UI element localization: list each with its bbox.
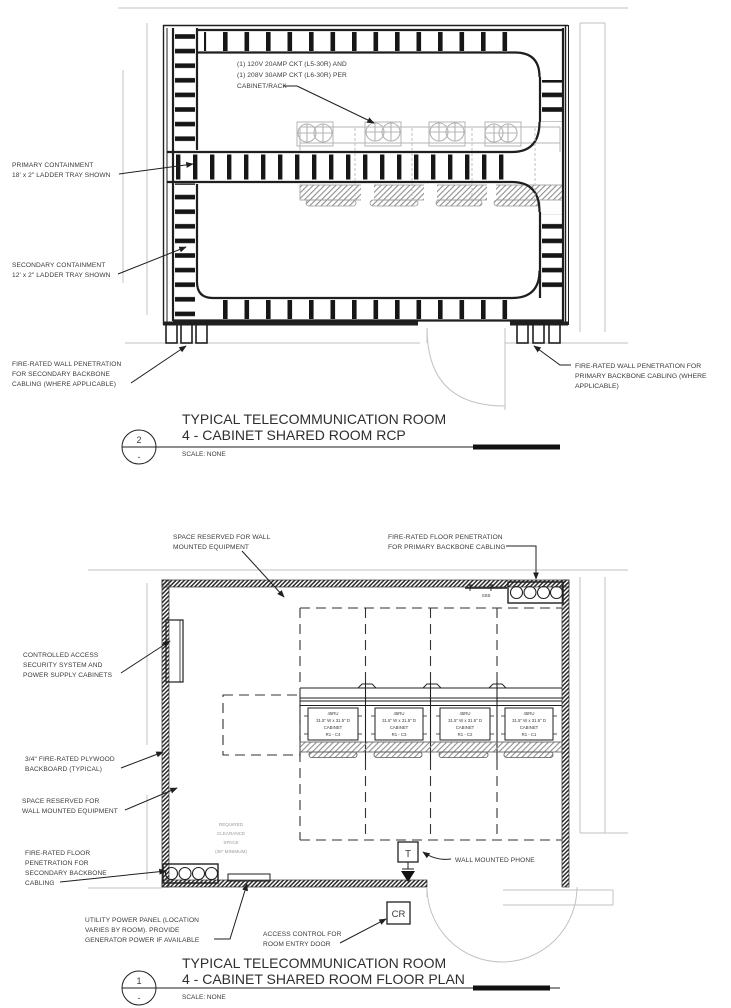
leader-line xyxy=(506,546,536,579)
annotation-line: CABINET/RACK xyxy=(237,83,287,90)
label-line: SECONDARY CONTAINMENT xyxy=(12,262,106,269)
label-line: PENETRATION FOR xyxy=(25,860,89,867)
cabinet-label: 45RU xyxy=(393,711,405,716)
label-wall-penetration-secondary xyxy=(12,346,186,388)
cabinet-label: 31.5" W x 31.5" D xyxy=(382,718,416,723)
label-wall-penetration-primary xyxy=(534,346,707,390)
cabinet-front-hatch xyxy=(300,742,562,752)
cabinet-label: R1 - C3 xyxy=(391,732,407,737)
fp-door-swing xyxy=(427,887,577,962)
cabinet-label: 31.5" W x 31.5" D xyxy=(512,718,546,723)
label-line: 18' x 2" LADDER TRAY SHOWN xyxy=(12,172,111,179)
rcp-ladder-tray-bottom xyxy=(173,271,564,322)
fp-title-block xyxy=(122,955,560,1005)
rcp-door-swing xyxy=(427,328,505,410)
label-access-control xyxy=(263,919,386,948)
cabinet-label: CABINET xyxy=(323,725,343,730)
detail-rev: - xyxy=(137,993,141,1003)
drawing-title: TYPICAL TELECOMMUNICATION ROOM xyxy=(182,411,447,427)
label-space-reserved-top xyxy=(173,534,284,597)
label-line: CONTROLLED ACCESS xyxy=(23,652,99,659)
cabinet-label: 45RU xyxy=(523,711,535,716)
title-bar xyxy=(473,986,550,991)
label-line: UTILITY POWER PANEL (LOCATION xyxy=(85,917,200,924)
note-line: SPACE xyxy=(223,840,239,845)
drawing-scale: SCALE: NONE xyxy=(182,994,226,1001)
rcp-circuit-annotation xyxy=(237,61,374,123)
annotation-line: (1) 120V 20AMP CKT (L5-30R) AND xyxy=(237,61,347,68)
label-line: POWER SUPPLY CABINETS xyxy=(23,672,113,679)
cabinet-label: R1 - C4 xyxy=(325,732,341,737)
note-line: CLEARANCE xyxy=(216,831,246,836)
label-line: FOR SECONDARY BACKBONE xyxy=(12,371,110,378)
drawing-title: 4 - CABINET SHARED ROOM RCP xyxy=(182,427,406,443)
leader-line xyxy=(131,346,186,383)
sbb-label: SBB xyxy=(481,593,491,598)
cabinet-r1-c3 xyxy=(371,708,427,740)
leader-line xyxy=(121,752,163,768)
cabinet-label: 31.5" W x 31.5" D xyxy=(316,718,350,723)
rcp-ladder-tray-top xyxy=(197,30,564,78)
detail-number: 2 xyxy=(136,435,142,445)
label-line: ACCESS CONTROL FOR xyxy=(263,931,342,938)
note-line: (36" MINIMUM) xyxy=(215,849,247,854)
label-line: 12' x 2" LADDER TRAY SHOWN xyxy=(12,272,111,279)
tray-corner-curve xyxy=(197,282,213,298)
cabinet-label: 31.5" W x 31.5" D xyxy=(448,718,482,723)
cabinet-label: CABINET xyxy=(455,725,475,730)
drawing-title: 4 - CABINET SHARED ROOM FLOOR PLAN xyxy=(182,971,465,987)
cabinet-r1-c4 xyxy=(304,708,362,740)
leader-line xyxy=(214,884,247,939)
detail-number: 1 xyxy=(136,976,142,986)
label-primary-containment xyxy=(12,162,193,179)
rcp-conduit-drops xyxy=(298,123,517,142)
label-line: CABLING (WHERE APPLICABLE) xyxy=(12,381,117,388)
floorplan-drawing xyxy=(22,534,628,1005)
cabinet-r1-c1 xyxy=(501,708,557,740)
annotation-line: (1) 208V 30AMP CKT (L6-30R) PER xyxy=(237,72,347,79)
label-line: WALL MOUNTED EQUIPMENT xyxy=(22,808,118,815)
label-line: APPLICABLE) xyxy=(575,383,619,390)
label-controlled-access xyxy=(23,641,170,679)
cabinet-label: 45RU xyxy=(459,711,471,716)
label-line: VARIES BY ROOM). PROVIDE xyxy=(85,927,180,934)
fp-access-control-symbol xyxy=(387,902,410,924)
label-space-reserved-left xyxy=(22,788,177,815)
rcp-title-block xyxy=(122,411,560,464)
leader-line xyxy=(534,346,571,365)
label-line: SPACE RESERVED FOR xyxy=(22,798,100,805)
cabinet-label: R1 - C1 xyxy=(521,732,537,737)
drawing-title: TYPICAL TELECOMMUNICATION ROOM xyxy=(182,955,447,971)
label-wall-mounted-phone xyxy=(423,852,535,864)
label-line: 3/4" FIRE-RATED PLYWOOD xyxy=(25,756,115,763)
rcp-wall-penetrations-secondary xyxy=(166,324,207,343)
label-line: WALL MOUNTED PHONE xyxy=(455,857,535,864)
label-line: SECURITY SYSTEM AND xyxy=(23,662,103,669)
fp-reserved-rack-space xyxy=(223,695,300,755)
rcp-wall-penetrations-primary xyxy=(517,324,560,343)
label-line: SPACE RESERVED FOR WALL xyxy=(173,534,271,541)
label-line: PRIMARY CONTAINMENT xyxy=(12,162,94,169)
rcp-cabinet-top-hatch xyxy=(300,184,563,206)
label-line: ROOM ENTRY DOOR xyxy=(263,941,331,948)
label-line: CABLING xyxy=(25,880,55,887)
rcp-ladder-tray-right xyxy=(540,28,563,321)
label-line: FIRE-RATED FLOOR xyxy=(25,850,91,857)
detail-rev: - xyxy=(137,452,141,462)
cabinet-label: 45RU xyxy=(327,711,339,716)
label-line: BACKBOARD (TYPICAL) xyxy=(25,766,103,773)
title-bar xyxy=(473,445,560,450)
drawing-scale: SCALE: NONE xyxy=(182,451,226,458)
cabinet-label: R1 - C2 xyxy=(457,732,473,737)
wall-right xyxy=(562,580,569,887)
label-line: GENERATOR POWER IF AVAILABLE xyxy=(85,937,200,944)
leader-line xyxy=(297,86,374,123)
leader-line xyxy=(340,919,386,943)
note-line: REQUIRED xyxy=(218,822,244,827)
tray-corner-curve xyxy=(515,53,540,78)
label-line: SECONDARY BACKBONE xyxy=(25,870,107,877)
label-line: PRIMARY BACKBONE CABLING (WHERE xyxy=(575,373,707,380)
phone-symbol-letter: T xyxy=(404,849,412,860)
tray-corner-curve xyxy=(512,271,540,299)
leader-line xyxy=(423,852,451,859)
label-line: FIRE-RATED WALL PENETRATION FOR xyxy=(575,363,702,370)
label-line: FOR PRIMARY BACKBONE CABLING xyxy=(388,544,506,551)
label-floor-penetration-secondary xyxy=(25,850,166,887)
label-line: MOUNTED EQUIPMENT xyxy=(173,544,250,551)
rcp-ghost-cabinet-row xyxy=(297,122,560,152)
cabinet-label: CABINET xyxy=(389,725,409,730)
fp-wall-phone-symbol xyxy=(398,842,418,882)
leader-line xyxy=(242,551,284,597)
cabinet-label: CABINET xyxy=(519,725,539,730)
cabinet-r1-c2 xyxy=(436,708,494,740)
label-line: FIRE-RATED WALL PENETRATION xyxy=(12,361,122,368)
label-line: FIRE-RATED FLOOR PENETRATION xyxy=(388,534,503,541)
label-plywood-backboard xyxy=(25,752,163,773)
cr-symbol-letters: CR xyxy=(391,909,406,920)
fp-clearance-note xyxy=(215,822,247,854)
label-floor-penetration-primary xyxy=(388,534,536,579)
label-utility-power-panel xyxy=(85,884,247,944)
rcp-drawing xyxy=(12,8,707,464)
label-secondary-containment xyxy=(12,247,186,279)
